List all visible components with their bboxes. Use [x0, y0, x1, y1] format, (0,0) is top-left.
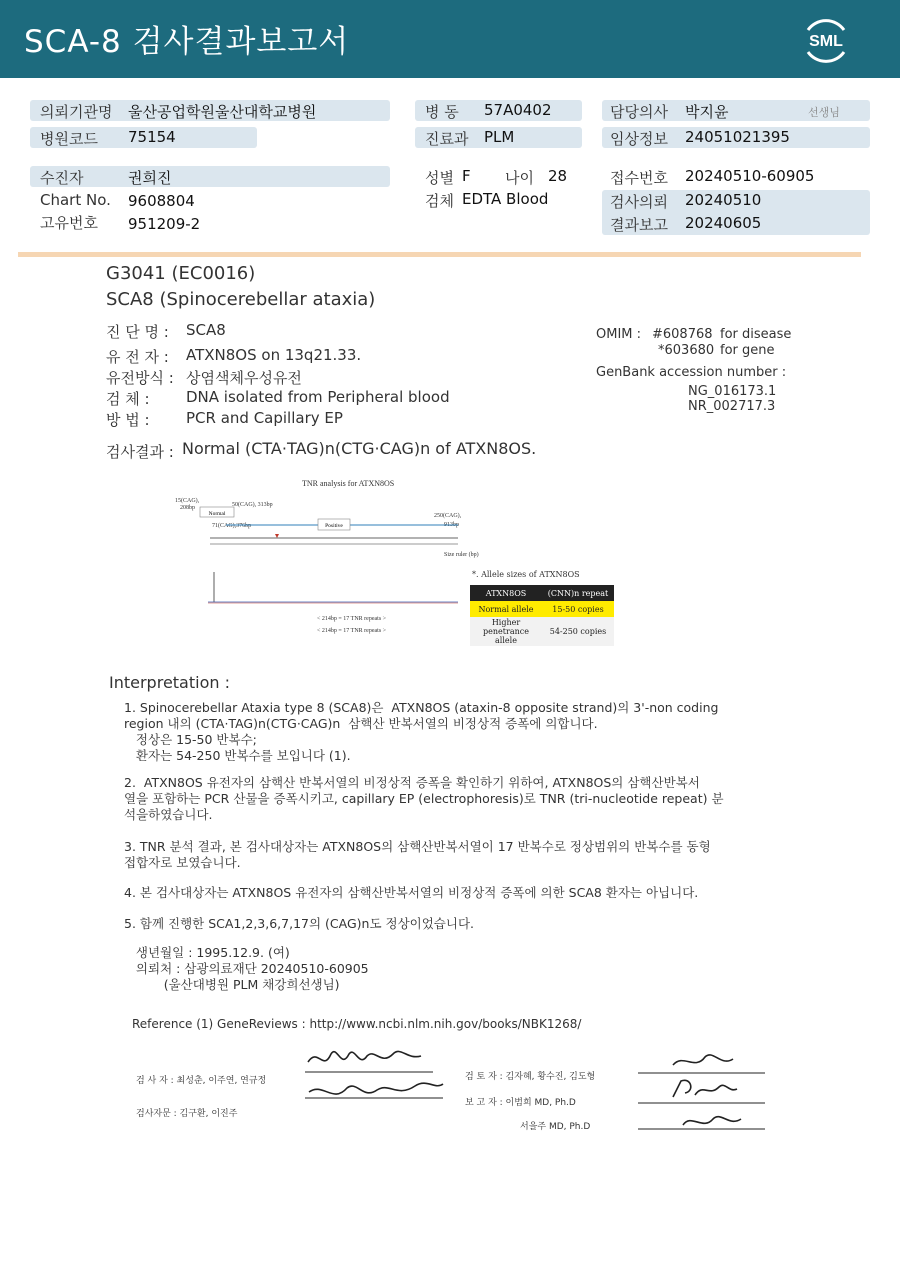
gene-label: 유 전 자 :	[106, 348, 169, 366]
hospital-label: 의뢰기관명	[40, 103, 113, 121]
result-value: Normal (CTA·TAG)n(CTG·CAG)n of ATXN8OS.	[182, 439, 537, 458]
genbank-1: NG_016173.1	[688, 384, 777, 399]
label-250cag: 250(CAG),	[434, 513, 462, 519]
clinic-value: 24051021395	[685, 128, 790, 146]
result-label: 검사결과 :	[106, 443, 174, 461]
repeat-note-1: < 214bp = 17 TNR repeats >	[317, 616, 387, 622]
label-50cag: 50(CAG), 313bp	[232, 502, 273, 508]
page-title: SCA-8 검사결과보고서	[24, 24, 350, 60]
ward-label: 병 동	[425, 103, 459, 121]
label-15cag: 15(CAG),	[175, 498, 200, 504]
normal-box-label: Normal	[208, 511, 226, 517]
gene-value: ATXN8OS on 13q21.33.	[186, 346, 362, 364]
label-913bp: 913bp	[444, 522, 459, 528]
allele-r2c2: 54-250 copies	[542, 617, 614, 646]
receipt-value: 20240510-60905	[685, 167, 815, 185]
test-code: G3041 (EC0016)	[106, 263, 256, 284]
method-label: 방 법 :	[106, 411, 150, 429]
reporter-2: 서을주 MD, Ph.D	[520, 1122, 591, 1132]
reference: Reference (1) GeneReviews : http://www.ncbi.nlm.nih.gov/books/NBK1268/	[132, 1017, 582, 1031]
patient-note: 생년월일 : 1995.12.9. (여) 의뢰처 : 삼광의료재단 20240510-60905 (울산대병원 PLM 채강희선생님)	[135, 945, 369, 992]
allele-r1c1: Normal allele	[470, 601, 542, 617]
ward-value: 57A0402	[484, 101, 552, 119]
label-208bp: 208bp	[180, 505, 195, 511]
positive-box-label: Positive	[325, 523, 343, 529]
allele-table	[470, 585, 614, 646]
specimen-value: EDTA Blood	[462, 190, 549, 208]
id-label: 고유번호	[40, 214, 98, 232]
scanned-report	[18, 252, 861, 1152]
reviewer-signature	[633, 1047, 773, 1137]
inherit-label: 유전방식 :	[106, 369, 174, 387]
reporter: 보 고 자 : 이범희 MD, Ph.D	[465, 1098, 576, 1108]
interp-p4: 4. 본 검사대상자는 ATXN8OS 유전자의 삼핵산반복서열의 비정상적 증폭에 의한 SCA8 환자는 아닙니다.	[124, 885, 699, 900]
repeat-note-2: < 214bp = 17 TNR repeats >	[317, 628, 387, 634]
dx-value: SCA8	[186, 321, 226, 339]
examiner-signature	[303, 1042, 453, 1117]
method-value: PCR and Capillary EP	[186, 409, 343, 427]
interp-p3: 3. TNR 분석 결과, 본 검사대상자는 ATXN8OS의 삼핵산반복서열이 17 반복수로 정상범위의 반복수를 동형 접합자로 보였습니다.	[124, 839, 711, 870]
request-value: 20240510	[685, 191, 762, 209]
sex-value: F	[462, 167, 471, 185]
dx-label: 진 단 명 :	[106, 323, 169, 341]
sample-label: 검 체 :	[106, 390, 150, 408]
sml-logo-icon	[800, 14, 852, 66]
interp-p2: 2. ATXN8OS 유전자의 삼핵산 반복서열의 비정상적 증폭을 확인하기 위하여, ATXN8OS의 삼핵산반복서 열을 포함하는 PCR 산물을 증폭시키고, capillary EP (electrophoresis)로 TNR (tri-nucleotide repeat) 분 석을하였습니다.	[124, 775, 724, 822]
doctor-value: 박지윤	[685, 103, 729, 121]
interp-p1: 1. Spinocerebellar Ataxia type 8 (SCA8)은 ATXN8OS (ataxin-8 opposite strand)의 3'-non coding region 내의 (CTA·TAG)n(CTG·CAG)n 삼핵산 반복서열의 비정상적 증폭에 의합니다. 정상은 15-50 반복수; 환자는 54-250 반복수를 보입니다 (1).	[124, 700, 719, 763]
figure-title: TNR analysis for ATXN8OS	[302, 479, 395, 488]
allele-table-title: *. Allele sizes of ATXN8OS	[472, 570, 580, 579]
logo-text: SML	[809, 33, 843, 50]
doctor-label: 담당의사	[610, 103, 668, 121]
examiner-advisors: 검사자문 : 김구환, 이진주	[136, 1109, 238, 1119]
code-value: 75154	[128, 128, 176, 146]
report-date-value: 20240605	[685, 214, 762, 232]
interp-p5: 5. 함께 진행한 SCA1,2,3,6,7,17의 (CAG)n도 정상이었습니다.	[124, 916, 474, 931]
inherit-value: 상염색체우성유전	[186, 369, 302, 387]
sample-marker	[275, 534, 279, 538]
request-label: 검사의뢰	[610, 193, 668, 211]
omim-disease: #608768	[652, 327, 713, 342]
omim-gene: *603680	[658, 343, 715, 358]
code-label: 병원코드	[40, 130, 98, 148]
clinic-label: 임상정보	[610, 130, 668, 148]
dept-value: PLM	[484, 128, 515, 146]
omim-gene-note: for gene	[720, 343, 775, 358]
dept-label: 진료과	[425, 130, 469, 148]
allele-th-1: ATXN8OS	[470, 585, 542, 601]
sex-label: 성별	[425, 169, 454, 187]
examiners: 검 사 자 : 최성춘, 이주연, 연규정	[136, 1076, 267, 1086]
id-value: 951209-2	[128, 215, 201, 233]
doctor-suffix: 선생님	[808, 106, 840, 119]
omim-disease-note: for disease	[720, 327, 792, 342]
allele-th-2: (CNN)n repeat	[542, 585, 614, 601]
allele-r2c1: Higher penetrance allele	[470, 617, 542, 646]
hospital-value: 울산공업학원울산대학교병원	[128, 103, 317, 121]
chart-label: Chart No.	[40, 191, 111, 209]
test-name: SCA8 (Spinocerebellar ataxia)	[106, 289, 376, 310]
receipt-label: 접수번호	[610, 169, 668, 187]
age-value: 28	[548, 167, 568, 185]
interp-title: Interpretation :	[109, 673, 230, 692]
patient-field-bg	[30, 166, 390, 187]
chart-value: 9608804	[128, 192, 195, 210]
omim-label: OMIM :	[596, 327, 642, 342]
age-label: 나이	[505, 169, 534, 187]
specimen-label: 검체	[425, 192, 454, 210]
patient-value: 권희진	[128, 169, 172, 187]
label-71cag: 71(CAG),376bp	[212, 523, 252, 529]
allele-r1c2: 15-50 copies	[542, 601, 614, 617]
reviewers: 검 토 자 : 김자혜, 황수진, 김도형	[465, 1072, 596, 1082]
patient-label: 수진자	[40, 169, 84, 187]
genbank-2: NR_002717.3	[688, 399, 776, 414]
genbank-label: GenBank accession number :	[596, 365, 787, 380]
size-ruler-label: Size ruler (bp)	[444, 552, 479, 558]
sample-value: DNA isolated from Peripheral blood	[186, 388, 450, 406]
report-date-label: 결과보고	[610, 216, 668, 234]
